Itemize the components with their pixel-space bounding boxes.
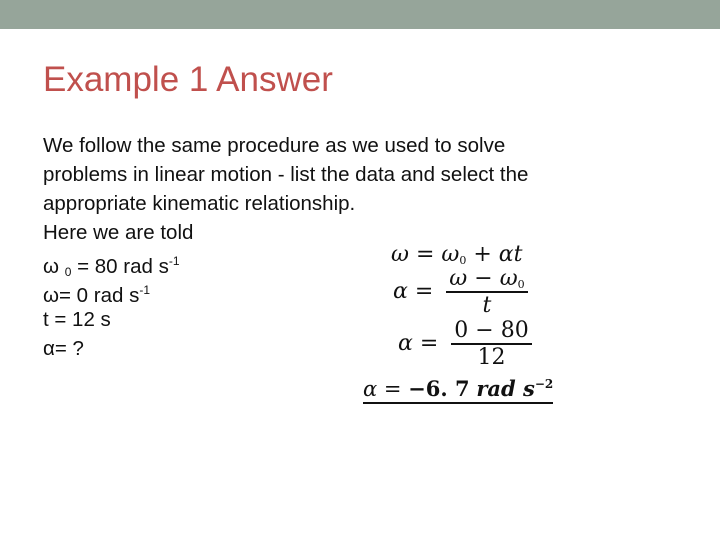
- eq2-omega0-sub: 0: [517, 278, 525, 291]
- final-angular-velocity: [43, 276, 683, 305]
- eq4-value: −6. 7: [408, 376, 470, 401]
- eq2-numerator: [446, 266, 527, 291]
- alpha-unknown: α= ?: [43, 337, 84, 360]
- body-line-1: We follow the same procedure as we used to solve: [43, 134, 506, 157]
- eq4-equals: =: [383, 377, 402, 401]
- eq2-denominator: t: [482, 292, 492, 318]
- eq4-exponent: −2: [534, 377, 554, 391]
- eq4-lhs: α: [363, 377, 378, 401]
- eq1-alpha-t: αt: [498, 242, 523, 267]
- eq4-unit: rad s: [476, 376, 535, 401]
- equation-alpha-numeric: [398, 318, 532, 370]
- eq3-equals: =: [419, 330, 439, 356]
- top-decorative-band: [0, 0, 720, 29]
- eq1-lhs: ω: [391, 242, 409, 267]
- time-value: t = 12 s: [43, 308, 111, 331]
- eq3-lhs: α: [398, 330, 413, 356]
- eq3-denominator: 12: [477, 344, 506, 370]
- equation-alpha-symbolic: [393, 266, 528, 318]
- body-line-2: problems in linear motion - list the data and select the: [43, 163, 529, 186]
- equation-alpha-result: [363, 376, 553, 401]
- omega-symbol: ω: [43, 255, 60, 278]
- equation-omega-relation: [391, 242, 522, 267]
- eq3-numerator: 0 − 80: [454, 318, 529, 343]
- initial-angular-velocity: [43, 247, 683, 279]
- eq2-omega: ω: [449, 266, 468, 291]
- omega-value: ω= 0 rad s: [43, 284, 140, 307]
- body-line-4: Here we are told: [43, 221, 194, 244]
- omega0-value: = 80 rad s: [77, 255, 169, 278]
- slide-body: [43, 131, 683, 363]
- eq1-equals: =: [415, 242, 435, 267]
- eq1-omega0: ω: [441, 242, 460, 267]
- eq1-plus: +: [473, 242, 492, 267]
- eq2-fraction: [446, 266, 527, 318]
- eq2-minus: −: [474, 266, 493, 291]
- body-line-3: appropriate kinematic relationship.: [43, 192, 356, 215]
- eq3-fraction: [451, 318, 531, 370]
- eq2-omega0: ω: [499, 266, 518, 291]
- omega-exponent: -1: [139, 283, 151, 297]
- slide-title: Example 1 Answer: [43, 60, 333, 99]
- result-underline: [363, 402, 553, 404]
- eq2-equals: =: [414, 278, 434, 304]
- eq1-omega0-sub: 0: [459, 254, 467, 267]
- omega-subscript: 0: [64, 265, 72, 279]
- omega0-exponent: -1: [168, 254, 180, 268]
- eq2-lhs: α: [393, 278, 408, 304]
